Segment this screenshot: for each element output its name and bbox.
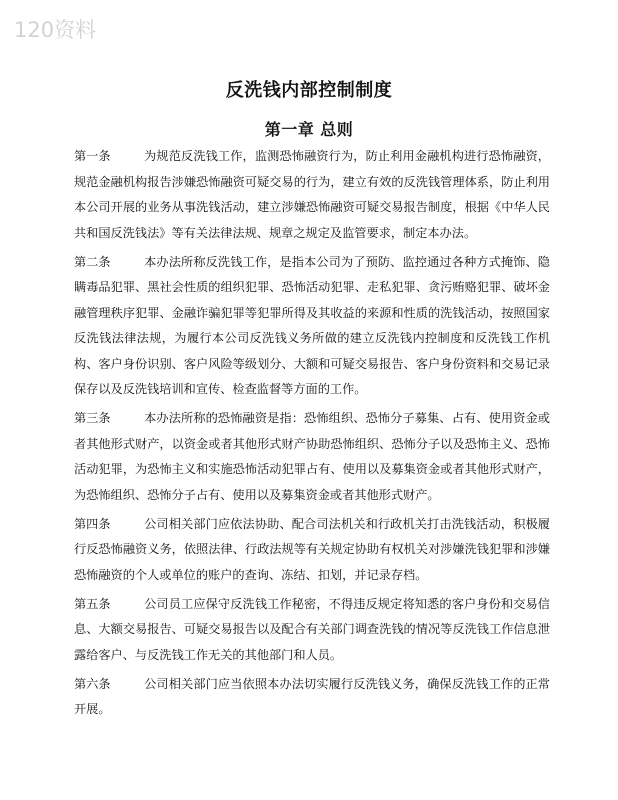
article-number: 第六条 — [74, 676, 111, 691]
article-2 — [74, 250, 550, 403]
article-5 — [74, 592, 550, 669]
article-number: 第三条 — [74, 411, 111, 425]
article-1 — [74, 144, 550, 246]
article-number: 第五条 — [74, 596, 111, 611]
article-3 — [74, 406, 550, 508]
article-text: 公司员工应保守反洗钱工作秘密，不得违反规定将知悉的客户身份和交易信息、大额交易报告、可疑交易报告以及配合有关部门调查洗钱的情况等反洗钱工作信息泄露给客户、与反洗钱工作无关的其他部门和人员。 — [74, 596, 550, 662]
article-text: 公司相关部门应依法协助、配合司法机关和行政机关打击洗钱活动，积极履行反恐怖融资义务，依照法律、行政法规等有关规定协助有权机关对涉嫌洗钱犯罪和涉嫌恐怖融资的个人或单位的账户的查询、冻结、扣划，并记录存档。 — [74, 516, 550, 582]
article-number: 第一条 — [74, 149, 111, 163]
article-6 — [74, 672, 550, 723]
chapter-title: 第一章 总则 — [264, 120, 354, 139]
article-text: 公司相关部门应当依照本办法切实履行反洗钱义务，确保反洗钱工作的正常开展。 — [74, 676, 550, 716]
article-text: 本办法所称的恐怖融资是指：恐怖组织、恐怖分子募集、占有、使用资金或者其他形式财产，以资金或者其他形式财产协助恐怖组织、恐怖分子以及恐怖主义、恐怖活动犯罪，为恐怖主义和实施恐怖活动犯罪占有、使用以及募集资金或者其他形式财产，为恐怖组织、恐怖分子占有、使用以及募集资金或者其他形式财产。 — [74, 411, 550, 502]
article-number: 第二条 — [74, 254, 111, 269]
article-4 — [74, 512, 550, 589]
article-text: 本办法所称反洗钱工作，是指本公司为了预防、监控通过各种方式掩饰、隐瞒毒品犯罪、黑社会性质的组织犯罪、恐怖活动犯罪、走私犯罪、贪污贿赂犯罪、破坏金融管理秩序犯罪、金融诈骗犯罪等犯罪所得及其收益的来源和性质的洗钱活动，按照国家反洗钱法律法规，为履行本公司反洗钱义务所做的建立反洗钱内控制度和反洗钱工作机构、客户身份识别、客户风险等级划分、大额和可疑交易报告、客户身份资料和交易记录保存以及反洗钱培训和宣传、检查监督等方面的工作。 — [74, 254, 550, 396]
document-title: 反洗钱内部控制制度 — [225, 80, 393, 101]
watermark-logo: 120资料 — [14, 18, 97, 42]
article-number: 第四条 — [74, 516, 111, 531]
article-list — [74, 144, 550, 726]
article-text: 为规范反洗钱工作，监测恐怖融资行为，防止利用金融机构进行恐怖融资，规范金融机构报告涉嫌恐怖融资可疑交易的行为，建立有效的反洗钱管理体系，防止利用本公司开展的业务从事洗钱活动，建立涉嫌恐怖融资可疑交易报告制度，根据《中华人民共和国反洗钱法》等有关法律法规、规章之规定及监管要求，制定本办法。 — [74, 149, 550, 240]
